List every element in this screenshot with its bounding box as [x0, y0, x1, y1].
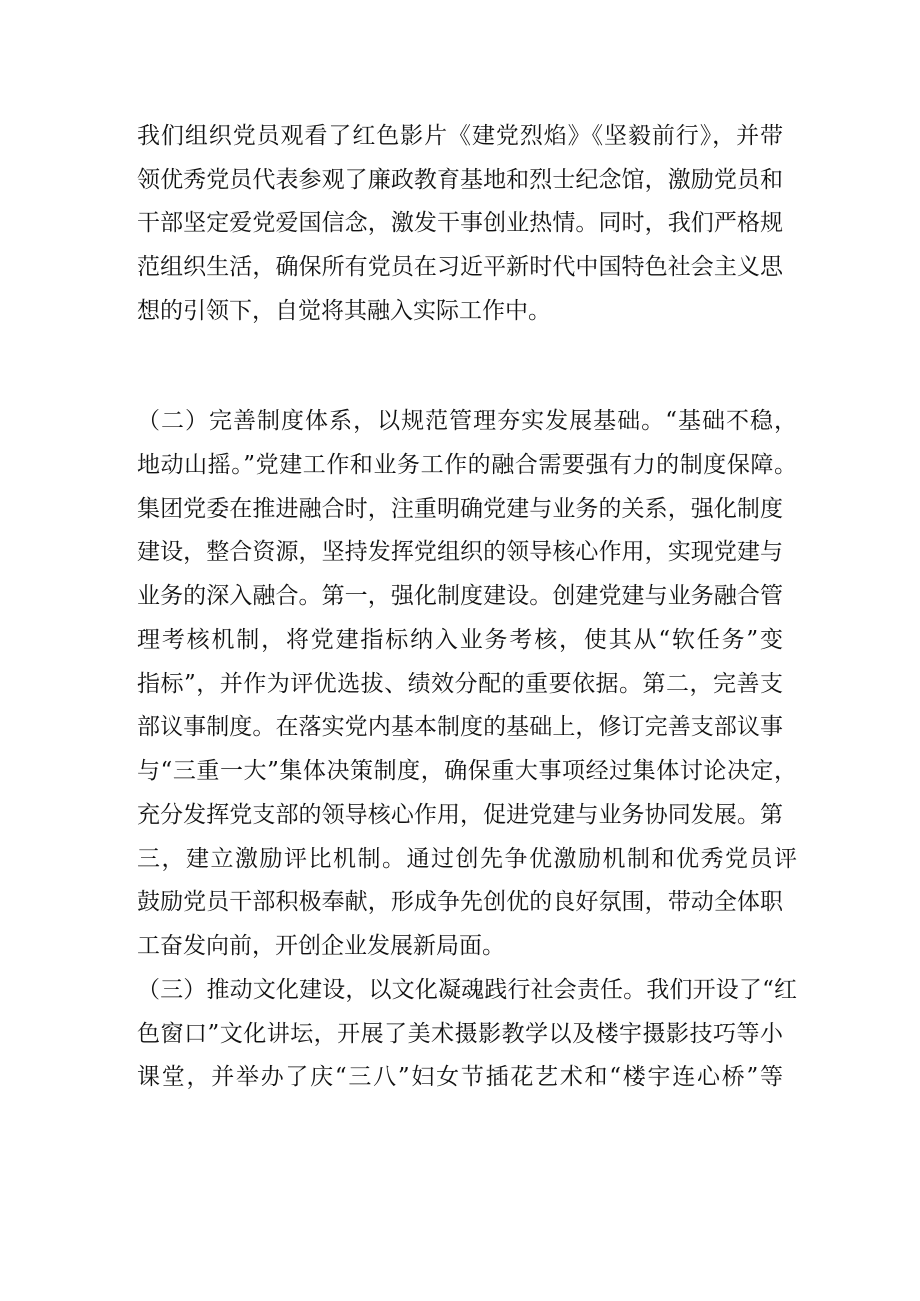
text-line: 部议事制度。在落实党内基本制度的基础上，修订完善支部议事 — [137, 714, 783, 740]
text-line: 我们组织党员观看了红色影片《建党烈焰》《坚毅前行》，并带 — [137, 123, 783, 149]
text-line: （二）完善制度体系，以规范管理夯实发展基础。“基础不稳， — [137, 408, 797, 434]
text-line: 领优秀党员代表参观了廉政教育基地和烈士纪念馆，激励党员和 — [137, 167, 783, 193]
text-line: 业务的深入融合。第一，强化制度建设。创建党建与业务融合管 — [137, 583, 783, 609]
text-line: 地动山摇。”党建工作和业务工作的融合需要强有力的制度保障。 — [137, 452, 797, 478]
text-line: 集团党委在推进融合时，注重明确党建与业务的关系，强化制度 — [137, 496, 783, 522]
text-line: 充分发挥党支部的领导核心作用，促进党建与业务协同发展。第 — [137, 802, 783, 828]
text-line: 色窗口”文化讲坛，开展了美术摄影教学以及楼宇摄影技巧等小 — [137, 1021, 783, 1047]
text-line: 指标”，并作为评优选拔、绩效分配的重要依据。第二，完善支 — [137, 671, 783, 697]
text-line: 与“三重一大”集体决策制度，确保重大事项经过集体讨论决定， — [137, 758, 797, 784]
text-line: 想的引领下，自觉将其融入实际工作中。 — [137, 298, 551, 324]
text-line: 鼓励党员干部积极奉献，形成争先创优的良好氛围，带动全体职 — [137, 889, 783, 915]
text-line: 范组织生活，确保所有党员在习近平新时代中国特色社会主义思 — [137, 254, 783, 280]
text-line: 理考核机制，将党建指标纳入业务考核，使其从“软任务”变 — [137, 627, 783, 653]
text-line: 工奋发向前，开创企业发展新局面。 — [137, 933, 505, 959]
text-line: 三，建立激励评比机制。通过创先争优激励机制和优秀党员评 — [137, 846, 797, 872]
text-line: 干部坚定爱党爱国信念，激发干事创业热情。同时，我们严格规 — [137, 210, 783, 236]
text-line: 课堂，并举办了庆“三八”妇女节插花艺术和“楼宇连心桥”等 — [137, 1064, 783, 1090]
text-line: 建设，整合资源，坚持发挥党组织的领导核心作用，实现党建与 — [137, 539, 783, 565]
text-line: （三）推动文化建设，以文化凝魂践行社会责任。我们开设了“红 — [137, 977, 797, 1003]
